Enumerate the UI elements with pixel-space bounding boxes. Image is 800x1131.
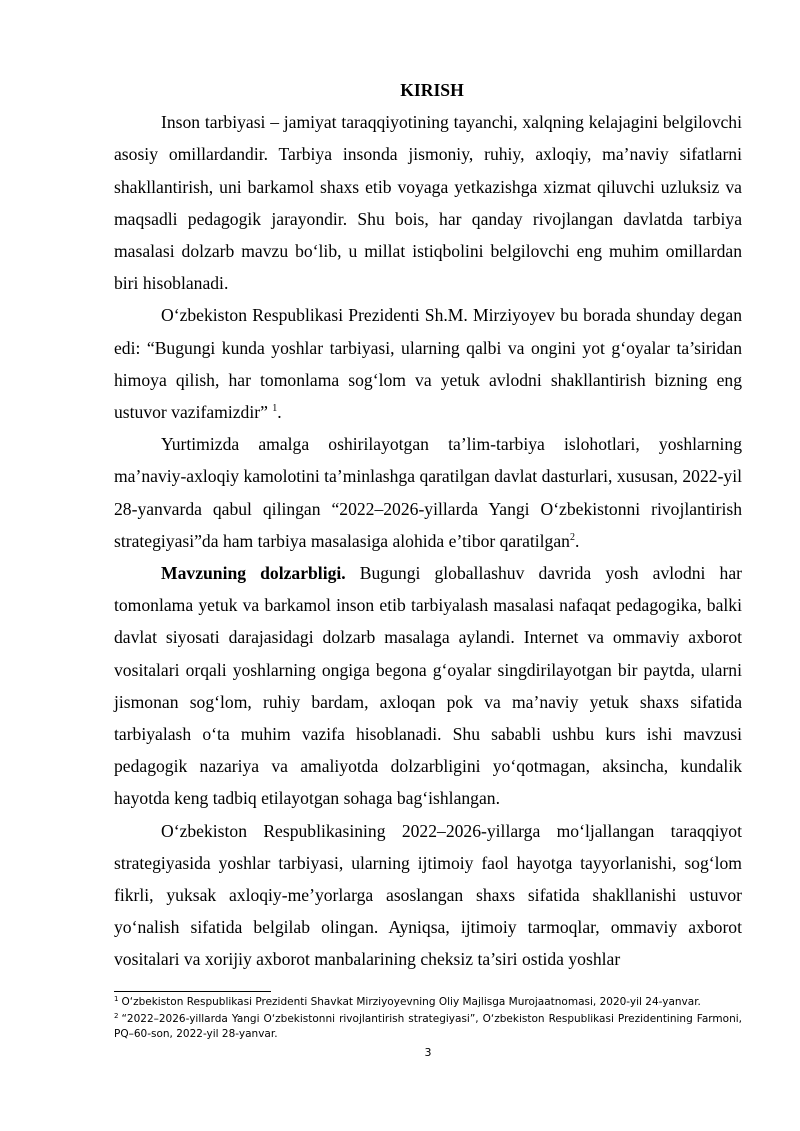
paragraph-text: Inson tarbiyasi – jamiyat taraqqiyotining tayanchi, xalqning kelajagini belgilovchi asosiy omillardandir. Tarbiya insonda jismoniy, ruhiy, axloqiy, ma’naviy sifatlarni shakllantirish, uni barkamol shaxs etib voyaga yetkazishga xizmat qiluvchi uzluksiz va maqsadli pedagogik jarayondir. Shu bois, har qanday rivojlangan davlatda tarbiya masalasi dolzarb mavzu bo‘lib, u millat istiqbolini belgilovchi eng muhim omillardan biri hisoblanadi. [114,112,742,294]
paragraph-4 [114,557,742,815]
paragraph-1 [114,106,742,299]
footnote-separator [114,991,271,992]
footnote-ref-1[interactable]: 1 [272,403,278,415]
paragraph-2 [114,299,742,428]
footnote-mark: 1 [114,994,119,1003]
paragraph-5 [114,815,742,976]
section-heading: KIRISH [400,80,464,100]
paragraph-text: Yurtimizda amalga oshirilayotgan ta’lim-tarbiya islohotlari, yoshlarning ma’naviy-axloqiy kamolotini ta’minlashga qaratilgan davlat dasturlari, xususan, 2022-yil 28-yanvarda qabul qilingan “2022–2026-yillarda Yangi O‘zbekistonni rivojlantirish strategiyasi”da ham tarbiya masalasiga alohida e’tibor qaratilgan [114,434,742,551]
footnotes [114,995,742,1044]
paragraph-text: O‘zbekiston Respublikasining 2022–2026-yillarga mo‘ljallangan taraqqiyot strategiyasida yoshlar tarbiyasi, ularning ijtimoiy faol hayotga tayyorlanishi, sog‘lom fikrli, yuksak axloqiy-me’yorlarga asoslangan shaxs sifatida shakllanishi ustuvor yo‘nalish sifatida belgilab olingan. Ayniqsa, ijtimoiy tarmoqlar, ommaviy axborot vositalari va xorijiy axborot manbalarining cheksiz ta’siri ostida yoshlar [114,820,742,970]
paragraph-text: Bugungi globallashuv davrida yosh avlodni har tomonlama yetuk va barkamol inson etib tarbiyalash masalasi nafaqat pedagogika, balki davlat siyosati darajasidagi dolzarb masalaga aylandi. Internet va ommaviy axborot vositalari orqali yoshlarning ongiga begona g‘oyalar singdirilayotgan bir paytda, ularni jismonan sog‘lom, ruhiy bardam, axloqan pok va ma’naviy yetuk shaxs sifatida tarbiyalash o‘ta muhim vazifa hisoblanadi. Shu sababli ushbu kurs ishi mavzusi pedagogik nazariya va amaliyotda dolzarbligini yo‘qotmagan, aksincha, kundalik hayotda keng tadbiq etilayotgan sohaga bag‘ishlangan. [114,563,742,809]
footnote-text: O‘zbekiston Respublikasi Prezidenti Shavkat Mirziyoyevning Oliy Majlisga Murojaatnomasi, 2020-yil 24-yanvar. [121,996,701,1008]
paragraph-tail: . [574,530,580,551]
footnote-ref-2[interactable]: 2 [569,531,575,543]
page-number: 3 [424,1046,432,1059]
footnote-1 [114,995,742,1010]
footnote-text: “2022–2026-yillarda Yangi O‘zbekistonni rivojlantirish strategiyasi”, O‘zbekiston Respublikasi Prezidentining Farmoni, PQ–60-son, 2022-yil 28-yanvar. [114,1013,742,1040]
footnote-mark: 2 [114,1011,119,1020]
paragraph-lead: Mavzuning dolzarbligi. [161,563,346,584]
paragraph-text: O‘zbekiston Respublikasi Prezidenti Sh.M. Mirziyoyev bu borada shunday degan edi: “Bugungi kunda yoshlar tarbiyasi, ularning qalbi va ongini yot g‘oyalar ta’siridan himoya qilish, har tomonlama sog‘lom va yetuk avlodni shakllantirish bizning eng ustuvor vazifamizdir” [114,305,742,423]
footnote-2 [114,1012,742,1042]
paragraph-tail: . [277,402,282,423]
paragraph-3 [114,428,742,557]
body-text [114,74,742,976]
